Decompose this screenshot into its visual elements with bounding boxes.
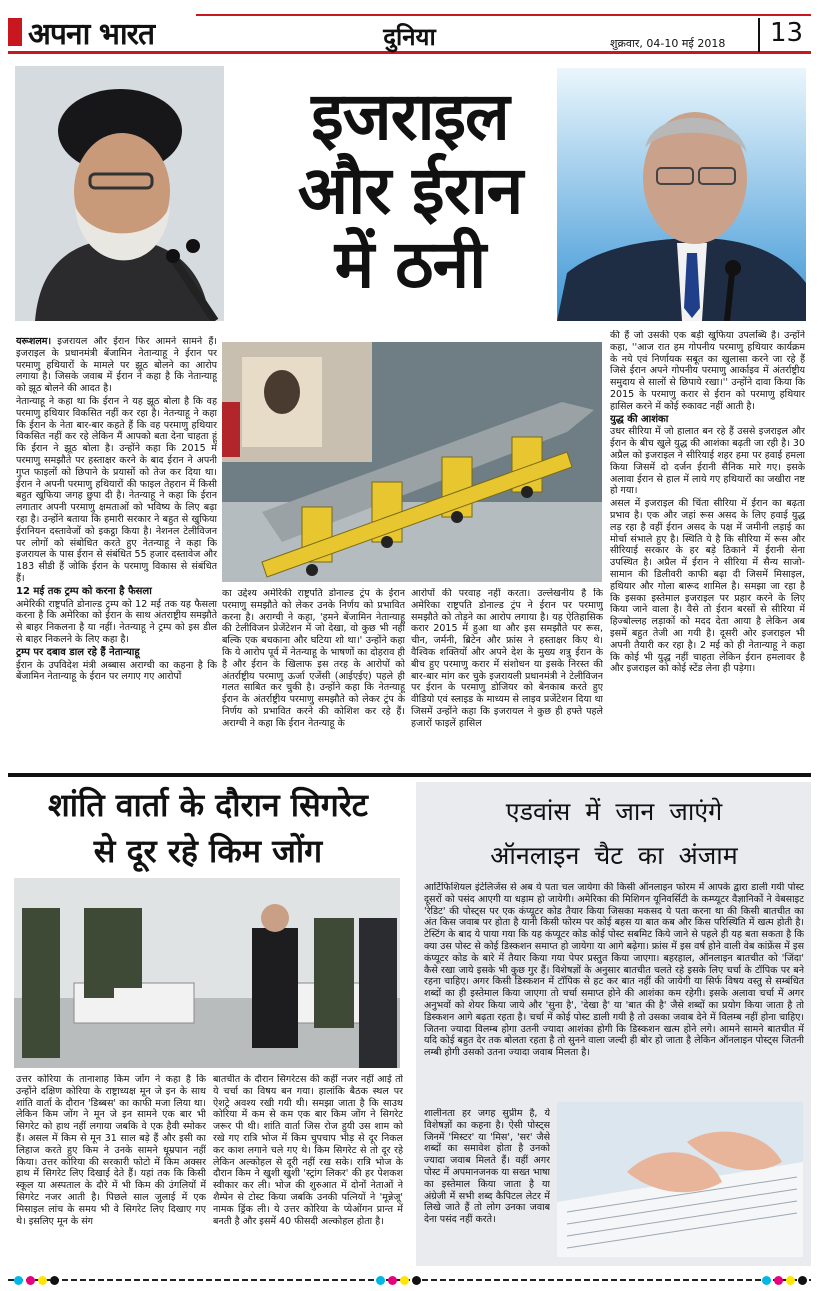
ai-story-headline: [420, 790, 808, 878]
main-headline-line-3: में ठनी: [334, 226, 486, 303]
paragraph: असल में इजराइल की चिंता सीरिया में ईरान का बढ़ता प्रभाव है। एक और जहां रूस असद के लिए हवाई युद्ध लड़ रहा है वहीं ईरान असद के पक्ष में जमीनी लड़ाई का मोर्चा संभाले हुए है। स्थिति ये है कि सीरिया में रूस और सीरियाई सरकार के हर बड़े ठिकाने में ईरानी सेना उपस्थित है। अप्रैल में ईरान ने सीरिया में सैन्य साजो-सामान की डिलीवरी काफी बढ़ा दी जिसमें मिसाइल, हथियार और गोला बारूद शामिल है। समझा जा रहा है कि इसका इस्तेमाल इजराइल पर प्रहार करने के लिए किया जाने वाला है। वैसे तो ईरान बरसों से सीरिया में हिज्बोल्लह लड़ाकों को मदद देता आया है लेकिन अब इसमें बहुत तेजी आ गयी है। दूसरी ओर इजराइल भी अपनी तैयारी कर रहा है। 2 मई को ही नेतान्याहू ने कहा कि कोई भी युद्ध नहीं चाहता लेकिन ईरान हमलावर है और इजराइल को कोई स्टेंड लेना ही पड़ेगा।: [610, 498, 805, 675]
page-header: [0, 0, 819, 56]
page-number: 13: [770, 18, 804, 48]
kim-story-column-1: [16, 1074, 206, 1261]
paragraph: [16, 336, 217, 395]
header-top-rule: [196, 14, 811, 16]
registration-dots-left: [14, 1275, 59, 1285]
paragraph: शालीनता हर जगह सुप्रीम है, ये विशेषज्ञों का कहना है। ऐसी पोस्ट्स जिनमें 'मिस्टर' या 'मिस', 'सर' जैसे शब्दों का समावेश होता है उनको ज्यादा जवाब मिलते हैं। वहीं अगर पोस्ट में अपमानजनक या सख्त भाषा का इस्तेमाल किया जाता है या अंग्रेजी में सभी शब्द कैपिटल लेटर में लिखे जाते हैं तो लोग उनका जवाब देना पसंद नहीं करते।: [424, 1108, 550, 1226]
paragraph: उत्तर कोरिया के तानाशाह किम जोंग ने कहा है कि उन्होंने दक्षिण कोरिया के राष्ट्राध्यक्ष मून जे इन के साथ शांति वार्ता के दौरान 'डिब्बस' का काफी मजा लिया था। लेकिन किम जोंग ने मून जे इन सामने एक बार भी सिगरेट को हाथ नहीं लगाया जबकि वे एक हैवी स्मोकर हैं। असल में किम से मून 31 साल बड़े हैं और इसी का लिहाज करते हुए किम ने उनके सामने धूम्रपान नहीं किया। उत्तर कोरिया की सरकारी फोटो में किम अक्सर हाथ में सिगरेट लिए दिखाई देते हैं। यहां तक कि किसी स्कूल या अस्पताल के दौरे में भी किम की उंगलियों में सिगरेट नजर आती है। पिछले साल जुलाई में एक मिसाइल लांच के समय भी वे सिगरेट लिए दिखाए गए थे। इसलिए मून के संग: [16, 1074, 206, 1227]
paragraph: नेतान्याहू ने कहा था कि ईरान ने यह झूठ बोला है कि वह परमाणु हथियार विकसित नहीं कर रहा है। नेतन्याहू ने कहा कि ईरान के नेता बार-बार कहते हैं कि वह परमाणु हथियार विकसित नहीं कर रहे लेकिन मैं आपको बता देना चाहता हूं कि ईरान ने झूठ बोला है। उन्होंने कहा कि 2015 में परमाणु समझौते पर हस्ताक्षर करने के बाद ईरान ने अपनी गुप्त फाइलों को छिपाने के प्रयासों को तेज कर दिया था। ईरान ने अपनी परमाणु हथियारों की फाइल तेहरान में किसी बहुत खुफिया जगह छुपा दी है। नेतन्याहू ने कहा कि ईरान लगातार अपनी परमाणु क्षमताओं को भविष्य के लिए बढ़ा रहा है। उन्होंने बताया कि हमारी सरकार ने बहुत से खुफिया ईरानियन दस्तावेजों को इकट्ठा किया है। नेशनल टेलीविजन पर लोगों को संबोधित करते हुए नेतन्याहू ने कहा कि इजरायल के पास ईरान से संबंधित 55 हजार दस्तावेज और 183 सीडी हैं जोकि ईरान के परमाणु विकास से संबंधित हैं।: [16, 395, 217, 584]
top-story-column-3: [411, 588, 603, 764]
masthead-title: अपना भारत: [28, 16, 155, 52]
photo-missile: [222, 342, 602, 582]
photo-typing-hands: [557, 1102, 803, 1257]
kim-story-headline: [14, 782, 402, 874]
paragraph: उधर सीरिया में जो हालात बन रहे हैं उससे इजराइल और ईरान के बीच खुले युद्ध की आशंका बढ़ती जा रही है। 30 अप्रैल को इजराइल ने सीरियाई शहर हमा पर हवाई हमला किया जिसमें दो दर्जन ईरानी सैनिक मारे गए। इसके अलावा ईरान से हाल में लाये गए हथियारों का जखीरा नष्ट हो गया।: [610, 426, 805, 497]
ai-headline-line-1: एडवांस में जान जाएंगे: [505, 797, 723, 826]
subheading: युद्ध की आशंका: [610, 413, 669, 425]
ai-story-body: [424, 882, 804, 1107]
paragraph: आरोपों की परवाह नहीं करता। उल्लेखनीय है कि अमेरिका राष्ट्रपति डोनाल्ड ट्रंप ने ईरान पर परमाणु समझौते को तोड़ने का आरोप लगाया है। यह ऐतिहासिक करार 2015 में हुआ था और इस समझौते पर रूस, चीन, जर्मनी, ब्रिटेन और फ्रांस ने हस्ताक्षर किए थे। वैश्विक शक्तियों और अपने देश के मुख्य शत्रु ईरान के बीच हुए परमाणु करार में संशोधन या इसके निरस्त की बार-बार मांग कर चुके इजरायली प्रधानमंत्री ने टेलीविजन पर ईरान के परमाणु डोजियर को बेनकाब करते हुए वीडियो एवं स्लाइड के माध्यम से लाइव प्रजेंटेशन दिया था जिसमें उन्होंने कहा कि इजरायल ने कुछ ही हफ्ते पहले हजारों फाइलें हासिल: [411, 588, 603, 729]
photo-kim-hospital: [14, 878, 400, 1068]
ai-headline-line-2: ऑनलाइन चैट का अंजाम: [490, 841, 738, 870]
main-headline-line-1: इजराइल: [311, 78, 509, 155]
subheading: 12 मई तक ट्रम्प को करना है फैसला: [16, 585, 152, 597]
main-headline: [230, 80, 590, 302]
top-story-column-1: [16, 336, 217, 764]
page-number-divider: [758, 18, 760, 52]
paragraph: ईरान के उपविदेश मंत्री अब्बास अराग्ची का कहना है कि बेंजामिन नेतान्याहू के ईरान पर लगाए गए आरोपों: [16, 659, 217, 683]
dateline: यरूशलम।: [16, 336, 52, 347]
issue-date: शुक्रवार, 04-10 मई 2018: [610, 37, 726, 50]
kim-headline-line-1: शांति वार्ता के दौरान सिगरेट: [48, 786, 368, 824]
kim-headline-line-2: से दूर रहे किम जोंग: [93, 832, 323, 870]
ai-story-body-2: [424, 1108, 550, 1263]
paragraph: बातचीत के दौरान सिगरेटस की कहीं नजर नहीं आई तो ये चर्चा का विषय बन गया। हालांकि बैठक स्थल पर ऐशट्रे अवश्य रखी गयी थी। समझा जाता है कि साउथ कोरिया में कम से कम एक बार किम जोंग ने सिगरेट जरूर पी थी। शांति वार्ता जिस रोज हुयी उस शाम को रखे गए रात्रि भोज में किम चुपचाप भीड़ से दूर निकल कर काश लगाने चले गए थे। किम सिगरेट से तो दूर रहे लेकिन अल्कोहल से दूरी नहीं रख सके। रात्रि भोज के दौरान किम ने खुशी खुशी 'स्ट्रांग लिकर' की हर पेशकश स्वीकार कर ली। भोज की शुरुआत में दोनों नेताओं ने शैम्पेन से टोस्ट किया जबकि उनकी पत्नियों ने 'मून्नेजू' नामक ड्रिंक ली। ये उत्तर कोरिया के प्येओंगन प्रान्त में बनती है और इसमें 40 फीसदी अल्कोहल होता है।: [213, 1074, 403, 1227]
kim-story-column-2: [213, 1074, 403, 1261]
top-story-column-2: [222, 588, 405, 764]
paragraph: अमेरिकी राष्ट्रपति डोनाल्ड ट्रम्प को 12 मई तक यह फैसला करना है कि अमेरिका को ईरान के साथ अंतराष्ट्रीय समझौते से बाहर निकलना है या नहीं। नेतन्याहू ने ट्रम्प को इस डील से बाहर निकलने के लिए कहा है।: [16, 598, 217, 645]
registration-dots-center: [376, 1275, 421, 1285]
paragraph-text: इजरायल और ईरान फिर आमने सामने हैं। इजराइल के प्रधानमंत्री बेंजामिन नेतान्याहू ने ईरान पर परमाणु हथियारों के मामले पर झूठ बोलने का आरोप लगाया है। जिसके जवाब में ईरान ने कहा है कि नेतान्याहू को झूठ बोलने की आदत है।: [16, 336, 217, 395]
section-title: दुनिया: [383, 23, 436, 51]
paragraph: की हैं जो उसकी एक बड़ी खुफिया उपलब्धि है। उन्होंने कहा, ''आज रात हम गोपनीय परमाणु हथियार कार्यक्रम के नये एवं निर्णायक सबूत का खुलासा करने जा रहे हैं जिसे ईरान अपने गोपनीय परमाणु आर्काइव में अंतर्राष्ट्रीय समुदाय से सालों से छिपाये रखा।'' उन्होंने दावा किया कि 2015 के परमाणु करार से ईरान को परमाणु हथियार हासिल करने में कोई रुकावट नहीं आती है।: [610, 330, 805, 412]
paragraph: का उद्देश्य अमेरिकी राष्ट्रपति डोनाल्ड ट्रंप के ईरान परमाणु समझौते को लेकर उनके निर्णय को प्रभावित करना है। अराग्ची ने कहा, 'हमने बेंजामिन नेतान्याहू की टेलीविजन प्रेजेंटेशन में जो देखा, वो कुछ भी नहीं बल्कि एक बचकाना और घटिया शो था।' उन्होंने कहा कि ये आरोप पूर्व में नेतन्याहू के भाषणों का दोहराव ही है और ईरान के खिलाफ इस तरह के आरोपों को अंतर्राष्ट्रीय परमाणु ऊर्जा एजेंसी (आईएईए) पहले ही गलत साबित कर चुकी है। उन्होंने कहा कि नेतन्याहू ईरान के अंतर्राष्ट्रीय परमाणु समझौते को लेकर ट्रंप के निर्णय को प्रभावित करने की कोशिश कर रहे हैं। अराग्ची ने कहा कि ईरान नेतन्याहू के: [222, 588, 405, 729]
section-divider: [8, 773, 811, 777]
paragraph: आर्टिफिशियल इंटेलिजेंस से अब ये पता चल जायेगा की किसी ऑनलाइन फोरम में आपके द्वारा डाली गयी पोस्ट दूसरों को पसंद आएगी या धड़ाम हो जायेगी। अमेरिका की मिशिगन यूनिवर्सिटी के कम्प्यूटर वैज्ञानिकों ने वेबसाइट 'रेडिट' की पोस्ट्स पर एक कंप्यूटर कोड तैयार किया जिसका मकसद ये पता करना था की किसी बातचीत का अंत किस जवाब पर होता है यानी किसी फोरम पर कोई बहस या बात कब और किस परिस्थिति में खत्म होती है। टेस्टिंग के बाद ये पाया गया कि यह कंप्यूटर कोड कोई पोस्ट सबमिट किये जाने से पहले ही यह बता सकता है कि क्या उस पोस्ट से कोई डिस्कशन समाप्त हो जायेगा या आगे बढ़ेगा। फ्रांस में इस वर्ष होने वाली वेब कांफ्रेंस में इस कंप्यूटर कोड के बारे में तैयार किया गया पेपर प्रस्तुत किया जाएगा। बहरहाल, ऑनलाइन बातचीत को 'जिंदा' कैसे रखा जाये इसके भी कुछ गुर हैं। विशेषज्ञों के अनुसार बातचीत चलते रहे इसके लिए चर्चा के टॉपिक पर बने रहना चाहिए। अगर किसी डिस्कशन में टॉपिक से हट कर बात नहीं की जायेगी या सिर्फ विषय वस्तु से सम्बंधित शब्दों का ही इस्तेमाल किया जाएगा तो चर्चा समाप्त होने की आशंका कम रहेगी। इसके अलावा चर्चा में अगर अनुभवों को शेयर किया जाये और 'सुना है', 'देखा है' या 'बात की है' जैसे शब्दों का प्रयोग किया जाता है तो डिस्कशन आगे बढ़ता रहता है। चर्चा में कोई पोस्ट डाली गयी है तो उसका जवाब देने में विलम्ब नहीं होना चाहिए। जितना ज्यादा विलम्ब होगा उतनी ज्यादा आशंका होगी कि डिस्कशन खत्म होने लगे। आमने सामने बातचीत में यदि कोई बहुत देर तक बोलता रहता है तो सुनने वाला जल्दी ही बोर हो जाता है लेकिन ऑनलाइन पोस्ट्स जितनी लम्बी होगी उसको उतना ज्यादा जवाब मिलता है।: [424, 882, 804, 1059]
subheading: ट्रम्प पर दबाव डाल रहे हैं नेतान्याहू: [16, 646, 140, 658]
registration-dots-right: [762, 1275, 807, 1285]
photo-iran-leader: [15, 66, 224, 321]
top-story-column-4: [610, 330, 805, 764]
photo-israel-pm: [557, 68, 806, 321]
main-headline-line-2: और ईरान: [297, 152, 523, 229]
